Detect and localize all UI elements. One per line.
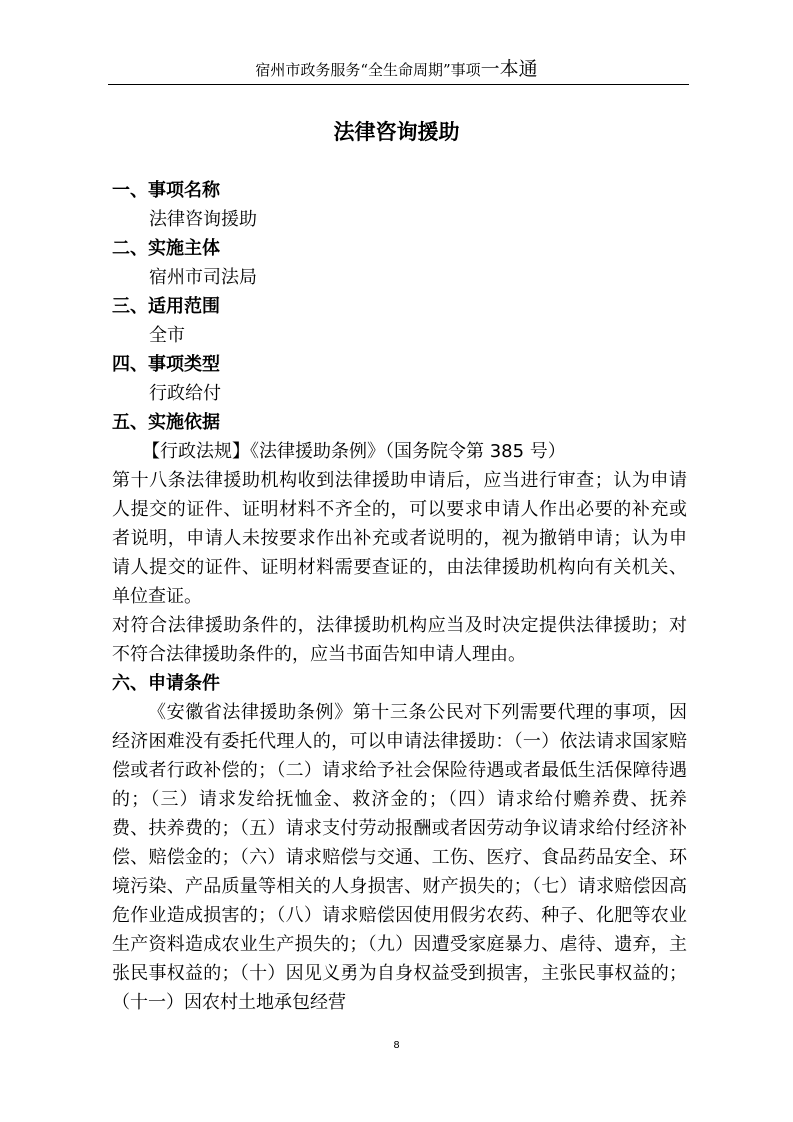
header-text: 宿州市政务服务“全生命周期”事项 bbox=[255, 61, 481, 79]
section-heading-implementer: 二、实施主体 bbox=[112, 238, 220, 259]
header-rule bbox=[108, 84, 689, 85]
header-text-large: 一本通 bbox=[480, 58, 538, 80]
page-number: 8 bbox=[393, 1040, 400, 1051]
section-heading-scope: 三、适用范围 bbox=[112, 296, 220, 317]
conditions-paragraph: 《安徽省法律援助条例》第十三条公民对下列需要代理的事项，因经济困难没有委托代理人的，可以申请法律援助：（一）依法请求国家赔偿或者行政补偿的；（二）请求给予社会保险待遇或者最低生活保障待遇的；（三）请求发给抚恤金、救济金的；（四）请求给付赡养费、抚养费、扶养费的；（五）请求支付劳动报酬或者因劳动争议请求给付经济补偿、赔偿金的；（六）请求赔偿与交通、工伤、医疗、食品药品安全、环境污染、产品质量等相关的人身损害、财产损失的；（七）请求赔偿因高危作业造成损害的；（八）请求赔偿因使用假劣农药、种子、化肥等农业生产资料造成农业生产损失的；（九）因遭受家庭暴力、虐待、遗弃，主张民事权益的；（十）因见义勇为自身权益受到损害，主张民事权益的；（十一）因农村土地承包经营 bbox=[112, 702, 687, 1013]
basis-paragraph-2: 对符合法律援助条件的，法律援助机构应当及时决定提供法律援助；对不符合法律援助条件的，应当书面告知申请人理由。 bbox=[112, 615, 687, 665]
section-heading-type: 四、事项类型 bbox=[112, 354, 220, 375]
section-heading-item-name: 一、事项名称 bbox=[112, 180, 220, 201]
section-heading-conditions: 六、申请条件 bbox=[112, 673, 220, 694]
basis-paragraph-1: 第十八条法律援助机构收到法律援助申请后，应当进行审查；认为申请人提交的证件、证明材料不齐全的，可以要求申请人作出必要的补充或者说明，申请人未按要求作出补充或者说明的，视为撤销申请；认为申请人提交的证件、证明材料需要查证的，由法律援助机构向有关机关、单位查证。 bbox=[112, 470, 687, 607]
section-value-implementer: 宿州市司法局 bbox=[149, 267, 257, 288]
basis-law-reference: 【行政法规】《法律援助条例》（国务院令第 385 号） bbox=[142, 441, 566, 462]
page-header bbox=[0, 59, 793, 80]
section-value-item-name: 法律咨询援助 bbox=[149, 209, 257, 230]
section-value-scope: 全市 bbox=[149, 325, 185, 346]
document-body bbox=[112, 176, 687, 1017]
document-title: 法律咨询援助 bbox=[333, 120, 460, 144]
section-heading-basis: 五、实施依据 bbox=[112, 412, 220, 433]
section-value-type: 行政给付 bbox=[149, 383, 221, 404]
